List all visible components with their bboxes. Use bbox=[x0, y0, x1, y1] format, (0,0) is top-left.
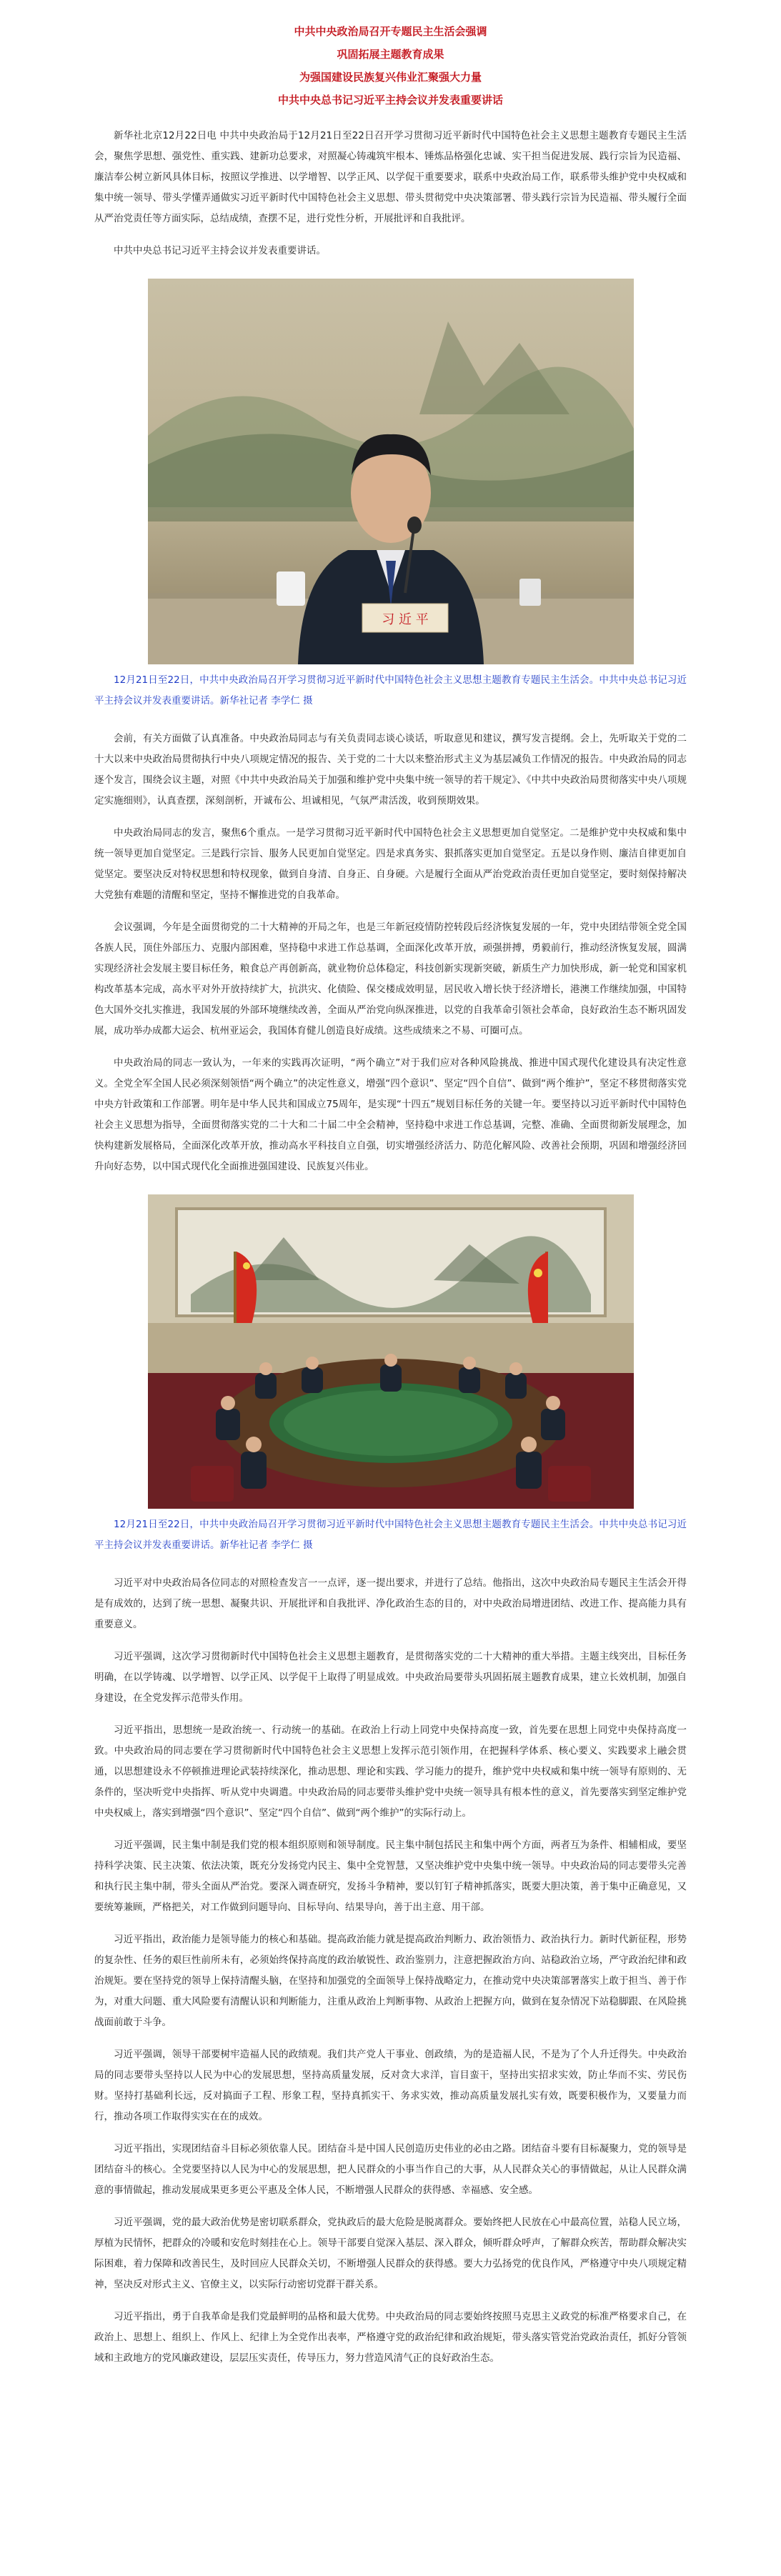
headline-line-4: 中共中央总书记习近平主持会议并发表重要讲话 bbox=[277, 94, 503, 106]
article-body bbox=[0, 126, 781, 2369]
paragraph: 中央政治局同志的发言，聚焦6个重点。一是学习贯彻习近平新时代中国特色社会主义思想更加自觉坚定。二是维护党中央权威和集中统一领导更加自觉坚定。三是践行宗旨、服务人民更加自觉坚定。四是求真务实、狠抓落实更加自觉坚定。五是以身作则、廉洁自律更加自觉坚定。要坚决反对特权思想和特权现象，做到自身清、自身正、自身硬。六是履行全面从严治党政治责任更加自觉坚定，要时刻保持解决大党独有难题的清醒和坚定，坚持不懈推进党的自我革命。 bbox=[94, 827, 687, 901]
paragraph: 习近平强调，民主集中制是我们党的根本组织原则和领导制度。民主集中制包括民主和集中两个方面，两者互为条件、相辅相成，要坚持科学决策、民主决策、依法决策，既充分发扬党内民主、集中全党智慧，又坚决维护党中央集中统一领导。中央政治局的同志要带头完善和执行民主集中制，带头全面从严治党。要深入调查研究，发扬斗争精神，要以钉钉子精神抓落实，既要大胆决策，善于集中正确意见，又要统筹兼顾，严格把关，对工作做到问题导向、目标导向、结果导向，善于出主意、用干部。 bbox=[94, 1839, 687, 1913]
photo2-caption: 12月21日至22日，中共中央政治局召开学习贯彻习近平新时代中国特色社会主义思想主题教育专题民主生活会。中共中央总书记习近平主持会议并发表重要讲话。新华社记者 李学仁 摄 bbox=[94, 1519, 687, 1551]
photo-meeting-room bbox=[148, 1194, 634, 1509]
photo-meeting-room-image bbox=[148, 1194, 634, 1509]
headline-line-3: 为强国建设民族复兴伟业汇聚强大力量 bbox=[299, 71, 482, 84]
paragraph: 习近平强调，这次学习贯彻新时代中国特色社会主义思想主题教育，是贯彻落实党的二十大精神的重大举措。主题主线突出，目标任务明确，在以学铸魂、以学增智、以学正风、以学促干上取得了明显成效。中央政治局要带头巩固拓展主题教育成果，建立长效机制，加强自身建设，在全党发挥示范带头作用。 bbox=[94, 1651, 687, 1704]
intro-paragraph: 新华社北京12月22日电 中共中央政治局于12月21日至22日召开学习贯彻习近平新时代中国特色社会主义思想主题教育专题民主生活会，聚焦学思想、强党性、重实践、建新功总要求，对照凝心铸魂筑牢根本、锤炼品格强化忠诚、实干担当促进发展、践行宗旨为民造福、廉洁奉公树立新风具体目标，按照议学推进、以学增智、以学正风、以学促干重要要求，联系中央政治局工作，联系带头维护党中央权威和集中统一领导、带头学懂弄通做实习近平新时代中国特色社会主义思想、带头贯彻党中央决策部署、带头践行宗旨为民造福、带头履行全面从严治党责任等方面实际，总结成绩，查摆不足，进行党性分析，开展批评和自我批评。 bbox=[94, 130, 687, 224]
paragraph: 习近平强调，党的最大政治优势是密切联系群众，党执政后的最大危险是脱离群众。要始终把人民放在心中最高位置，站稳人民立场，厚植为民情怀，把群众的冷暖和安危时刻挂在心上。领导干部要自觉深入基层、深入群众，倾听群众呼声，了解群众疾苦，帮助群众解决实际困难，着力保障和改善民生，及时回应人民群众关切，不断增强人民群众的获得感。要大力弘扬党的优良作风，严格遵守中央八项规定精神，坚决反对形式主义、官僚主义，以实际行动密切党群干群关系。 bbox=[94, 2217, 687, 2290]
paragraph: 会前，有关方面做了认真准备。中央政治局同志与有关负责同志谈心谈话，听取意见和建议，撰写发言提纲。会上，先听取关于党的二十大以来中央政治局贯彻执行中央八项规定情况的报告、关于党的二十大以来整治形式主义为基层减负工作情况的报告。中央政治局的同志逐个发言，围绕会议主题，对照《中共中央政治局关于加强和维护党中央集中统一领导的若干规定》、《中共中央政治局贯彻落实中央八项规定实施细则》，认真查摆，深刻剖析，开诚布公、坦诚相见，气氛严肃活泼，收到预期效果。 bbox=[94, 733, 687, 807]
paragraph: 习近平指出，政治能力是领导能力的核心和基础。提高政治能力就是提高政治判断力、政治领悟力、政治执行力。新时代新征程，形势的复杂性、任务的艰巨性前所未有，必须始终保持高度的政治敏锐性、政治鉴别力，注意把握政治方向、站稳政治立场，严守政治纪律和政治规矩。要在坚持党的领导上保持清醒头脑，在坚持和加强党的全面领导上保持战略定力，在推动党中央决策部署落实上敢于担当、善于作为，对重大问题、重大风险要有清醒认识和判断能力，注重从政治上判断事物、从政治上把握方向，做到在复杂情况下站稳脚跟、在风险挑战面前敢于斗争。 bbox=[94, 1934, 687, 2028]
photo-xi-speaking bbox=[148, 279, 634, 664]
headline-line-2: 巩固拓展主题教育成果 bbox=[337, 48, 444, 61]
headline-block bbox=[0, 0, 781, 111]
paragraph: 中央政治局的同志一致认为，一年来的实践再次证明，“两个确立”对于我们应对各种风险挑战、推进中国式现代化建设具有决定性意义。全党全军全国人民必须深刻领悟“两个确立”的决定性意义，增强“四个意识”、坚定“四个自信”、做到“两个维护”，坚定不移贯彻落实党中央方针政策和工作部署。明年是中华人民共和国成立75周年，是实现“十四五”规划目标任务的关键一年。要坚持以习近平新时代中国特色社会主义思想为指导，全面贯彻落实党的二十大和二十届二中全会精神，坚持稳中求进工作总基调，完整、准确、全面贯彻新发展理念，加快构建新发展格局，全面深化改革开放，推动高水平科技自立自强，切实增强经济活力、防范化解风险、改善社会预期，巩固和增强经济回升向好态势，以中国式现代化全面推进强国建设、民族复兴伟业。 bbox=[94, 1057, 687, 1172]
paragraph: 习近平对中央政治局各位同志的对照检查发言一一点评，逐一提出要求，并进行了总结。他指出，这次中央政治局专题民主生活会开得是有成效的，达到了统一思想、凝聚共识、开展批评和自我批评、净化政治生态的目的，对中央政治局增进团结、改进工作、提高能力具有重要意义。 bbox=[94, 1577, 687, 1630]
photo1-caption: 12月21日至22日，中共中央政治局召开学习贯彻习近平新时代中国特色社会主义思想主题教育专题民主生活会。中共中央总书记习近平主持会议并发表重要讲话。新华社记者 李学仁 摄 bbox=[94, 674, 687, 707]
headline-line-1: 中共中央政治局召开专题民主生活会强调 bbox=[294, 25, 487, 38]
paragraph: 习近平指出，实现团结奋斗目标必须依靠人民。团结奋斗是中国人民创造历史伟业的必由之路。团结奋斗要有目标凝聚力，党的领导是团结奋斗的核心。全党要坚持以人民为中心的发展思想，把人民群众的小事当作自己的大事，从人民群众关心的事情做起，从让人民群众满意的事情做起，推动发展成果更多更公平惠及全体人民，不断增强人民群众的获得感、幸福感、安全感。 bbox=[94, 2143, 687, 2196]
paragraph: 习近平指出，思想统一是政治统一、行动统一的基础。在政治上行动上同党中央保持高度一致，首先要在思想上同党中央保持高度一致。中央政治局的同志要在学习贯彻新时代中国特色社会主义思想上发挥示范引领作用，在把握科学体系、核心要义、实践要求上融会贯通，以思想建设永不停顿推进理论武装持续深化，推动思想、理论和实践、学习能力的提升，维护党中央权威和集中统一领导有原则的、无条件的，坚决听党中央指挥、听从党中央调遣。中央政治局的同志要带头维护党中央统一领导具有根本性的意义，首先要落实到坚定维护党中央权威上，落实到增强“四个意识”、坚定“四个自信”、做到“两个维护”的实际行动上。 bbox=[94, 1724, 687, 1819]
nameplate-text: 习 近 平 bbox=[381, 612, 429, 627]
paragraph: 习近平强调，领导干部要树牢造福人民的政绩观。我们共产党人干事业、创政绩，为的是造福人民，不是为了个人升迁得失。中央政治局的同志要带头坚持以人民为中心的发展思想，坚持高质量发展，反对贪大求洋，盲目蛮干，坚持出实招求实效，防止华而不实、劳民伤财。坚持打基础利长远，反对搞面子工程、形象工程，坚持真抓实干、务求实效，推动高质量发展扎实有效，既要积极作为，又要量力而行，推动各项工作取得实实在在的成效。 bbox=[94, 2049, 687, 2122]
photo-xi-speaking-image bbox=[148, 279, 634, 664]
paragraph: 会议强调，今年是全面贯彻党的二十大精神的开局之年，也是三年新冠疫情防控转段后经济恢复发展的一年，党中央团结带领全党全国各族人民，顶住外部压力、克服内部困难，坚持稳中求进工作总基调，全面深化改革开放，顽强拼搏，勇毅前行，推动经济恢复发展，圆满实现经济社会发展主要目标任务，粮食总产再创新高，就业物价总体稳定，科技创新实现新突破，新质生产力加快形成，新一轮党和国家机构改革基本完成，高水平对外开放持续扩大，抗洪灾、化债险、保交楼成效明显，居民收入增长快于经济增长，港澳工作继续加强，中国特色大国外交扎实推进，我国发展的外部环境继续改善，全面从严治党向纵深推进，以党的自我革命引领社会革命，良好政治生态不断巩固发展，成功举办成都大运会、杭州亚运会，我国体育健儿创造良好成绩。这些成绩来之不易、可圈可点。 bbox=[94, 922, 687, 1037]
lead-paragraph: 中共中央总书记习近平主持会议并发表重要讲话。 bbox=[114, 245, 326, 256]
paragraph: 习近平指出，勇于自我革命是我们党最鲜明的品格和最大优势。中央政治局的同志要始终按照马克思主义政党的标准严格要求自己，在政治上、思想上、组织上、作风上、纪律上为全党作出表率，严格遵守党的政治纪律和政治规矩，带头落实管党治党政治责任，抓好分管领域和主政地方的党风廉政建设，层层压实责任，传导压力，努力营造风清气正的良好政治生态。 bbox=[94, 2311, 687, 2364]
